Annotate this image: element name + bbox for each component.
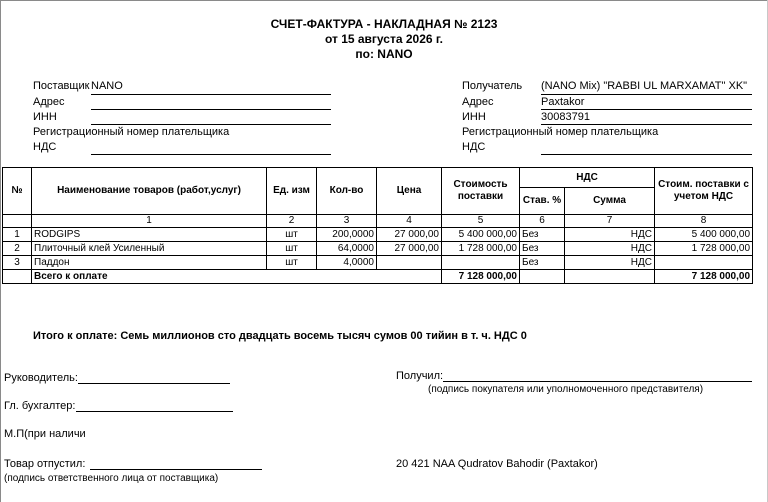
total-vat-sum-empty (565, 270, 655, 284)
col-number-2: 2 (267, 215, 317, 228)
released-signature-line (90, 469, 262, 470)
header-unit: Ед. изм (267, 168, 317, 215)
row-name: RODGIPS (32, 228, 267, 242)
row-total: 5 400 000,00 (655, 228, 753, 242)
row-vat-rate: Без (520, 242, 565, 256)
total-label: Всего к оплате (32, 270, 442, 284)
recipient-inn-line (541, 124, 752, 125)
supplier-reg-label: Регистрационный номер плательщика (33, 126, 230, 138)
row-total: 1 728 000,00 (655, 242, 753, 256)
row-name: Плиточный клей Усиленный (32, 242, 267, 256)
total-row (3, 270, 753, 284)
released-label: Товар отпустил: (4, 458, 86, 470)
document-title: СЧЕТ-ФАКТУРА - НАКЛАДНАЯ № 2123 (270, 17, 498, 31)
row-vat-sum: НДС (565, 242, 655, 256)
total-row-empty (3, 270, 32, 284)
recipient-label: Получатель (462, 80, 523, 92)
table-row (3, 242, 753, 256)
row-price: 27 000,00 (377, 242, 442, 256)
supplier-name-line (91, 94, 331, 95)
row-cost: 1 728 000,00 (442, 242, 520, 256)
director-signature-line (78, 383, 230, 384)
accountant-signature-line (76, 411, 233, 412)
row-cost: 5 400 000,00 (442, 228, 520, 242)
recipient-inn: 30083791 (541, 111, 590, 123)
supplier-address-line (91, 109, 331, 110)
page-border-top (0, 0, 768, 1)
row-name: Паддон (32, 256, 267, 270)
recipient-nds-line (541, 154, 752, 155)
recipient-name: (NANO Mix) "RABBI UL MARXAMAT" XK" (541, 80, 748, 92)
supplier-nds-label: НДС (33, 141, 57, 153)
stamp-label: М.П(при наличи (4, 428, 86, 440)
row-qty: 4,0000 (317, 256, 377, 270)
supplier-inn-label: ИНН (33, 111, 57, 123)
row-qty: 200,0000 (317, 228, 377, 242)
row-vat-rate: Без (520, 228, 565, 242)
header-total-with-vat: Стоим. поставки с учетом НДС (655, 168, 753, 215)
director-label: Руководитель: (4, 372, 78, 384)
col-number-3: 3 (317, 215, 377, 228)
document-contract: по: NANO (355, 47, 413, 61)
row-price (377, 256, 442, 270)
header-vat-group: НДС (520, 168, 655, 188)
received-label: Получил: (396, 370, 444, 382)
recipient-inn-label: ИНН (462, 111, 486, 123)
row-total (655, 256, 753, 270)
row-unit: шт (267, 228, 317, 242)
supplier-nds-line (91, 154, 331, 155)
total-with-vat: 7 128 000,00 (655, 270, 753, 284)
header-qty: Кол-во (317, 168, 377, 215)
page-border-left (0, 0, 1, 502)
table-row (3, 256, 753, 270)
col-number-empty (3, 215, 32, 228)
header-vat-sum: Сумма (565, 188, 655, 215)
recipient-address-line (541, 109, 752, 110)
header-vat-rate: Став. % (520, 188, 565, 215)
recipient-nds-label: НДС (462, 141, 486, 153)
header-price: Цена (377, 168, 442, 215)
received-signature-line (443, 381, 752, 382)
supplier-inn-line (91, 124, 331, 125)
row-num: 2 (3, 242, 32, 256)
row-unit: шт (267, 256, 317, 270)
col-number-1: 1 (32, 215, 267, 228)
table-row (3, 228, 753, 242)
row-price: 27 000,00 (377, 228, 442, 242)
accountant-label: Гл. бухгалтер: (4, 400, 76, 412)
row-unit: шт (267, 242, 317, 256)
received-note: (подпись покупателя или уполномоченного представителя) (428, 384, 704, 395)
supplier-label: Поставщик (33, 80, 90, 92)
header-cost: Стоимость поставки (442, 168, 520, 215)
total-in-words: Итого к оплате: Семь миллионов сто двадцать восемь тысяч сумов 00 тийин в т. ч. НДС 0 (33, 330, 527, 342)
col-number-5: 5 (442, 215, 520, 228)
recipient-address: Paxtakor (541, 96, 585, 108)
row-vat-sum: НДС (565, 228, 655, 242)
col-number-8: 8 (655, 215, 753, 228)
row-num: 1 (3, 228, 32, 242)
total-vat-rate-empty (520, 270, 565, 284)
recipient-address-label: Адрес (462, 96, 494, 108)
col-number-7: 7 (565, 215, 655, 228)
document-date: от 15 августа 2026 г. (324, 32, 444, 46)
col-number-4: 4 (377, 215, 442, 228)
row-qty: 64,0000 (317, 242, 377, 256)
released-note: (подпись ответственного лица от поставщика) (4, 473, 219, 484)
proxy-info: 20 421 NAA Qudratov Bahodir (Paxtakor) (396, 458, 598, 470)
header-num: № (3, 168, 32, 215)
total-cost: 7 128 000,00 (442, 270, 520, 284)
header-name: Наименование товаров (работ,услуг) (32, 168, 267, 215)
row-cost (442, 256, 520, 270)
supplier-name: NANO (91, 80, 123, 92)
recipient-reg-label: Регистрационный номер плательщика (462, 126, 659, 138)
row-num: 3 (3, 256, 32, 270)
items-table (2, 167, 753, 284)
recipient-name-line (541, 94, 752, 95)
row-vat-rate: Без (520, 256, 565, 270)
row-vat-sum: НДС (565, 256, 655, 270)
supplier-address-label: Адрес (33, 96, 65, 108)
col-number-6: 6 (520, 215, 565, 228)
